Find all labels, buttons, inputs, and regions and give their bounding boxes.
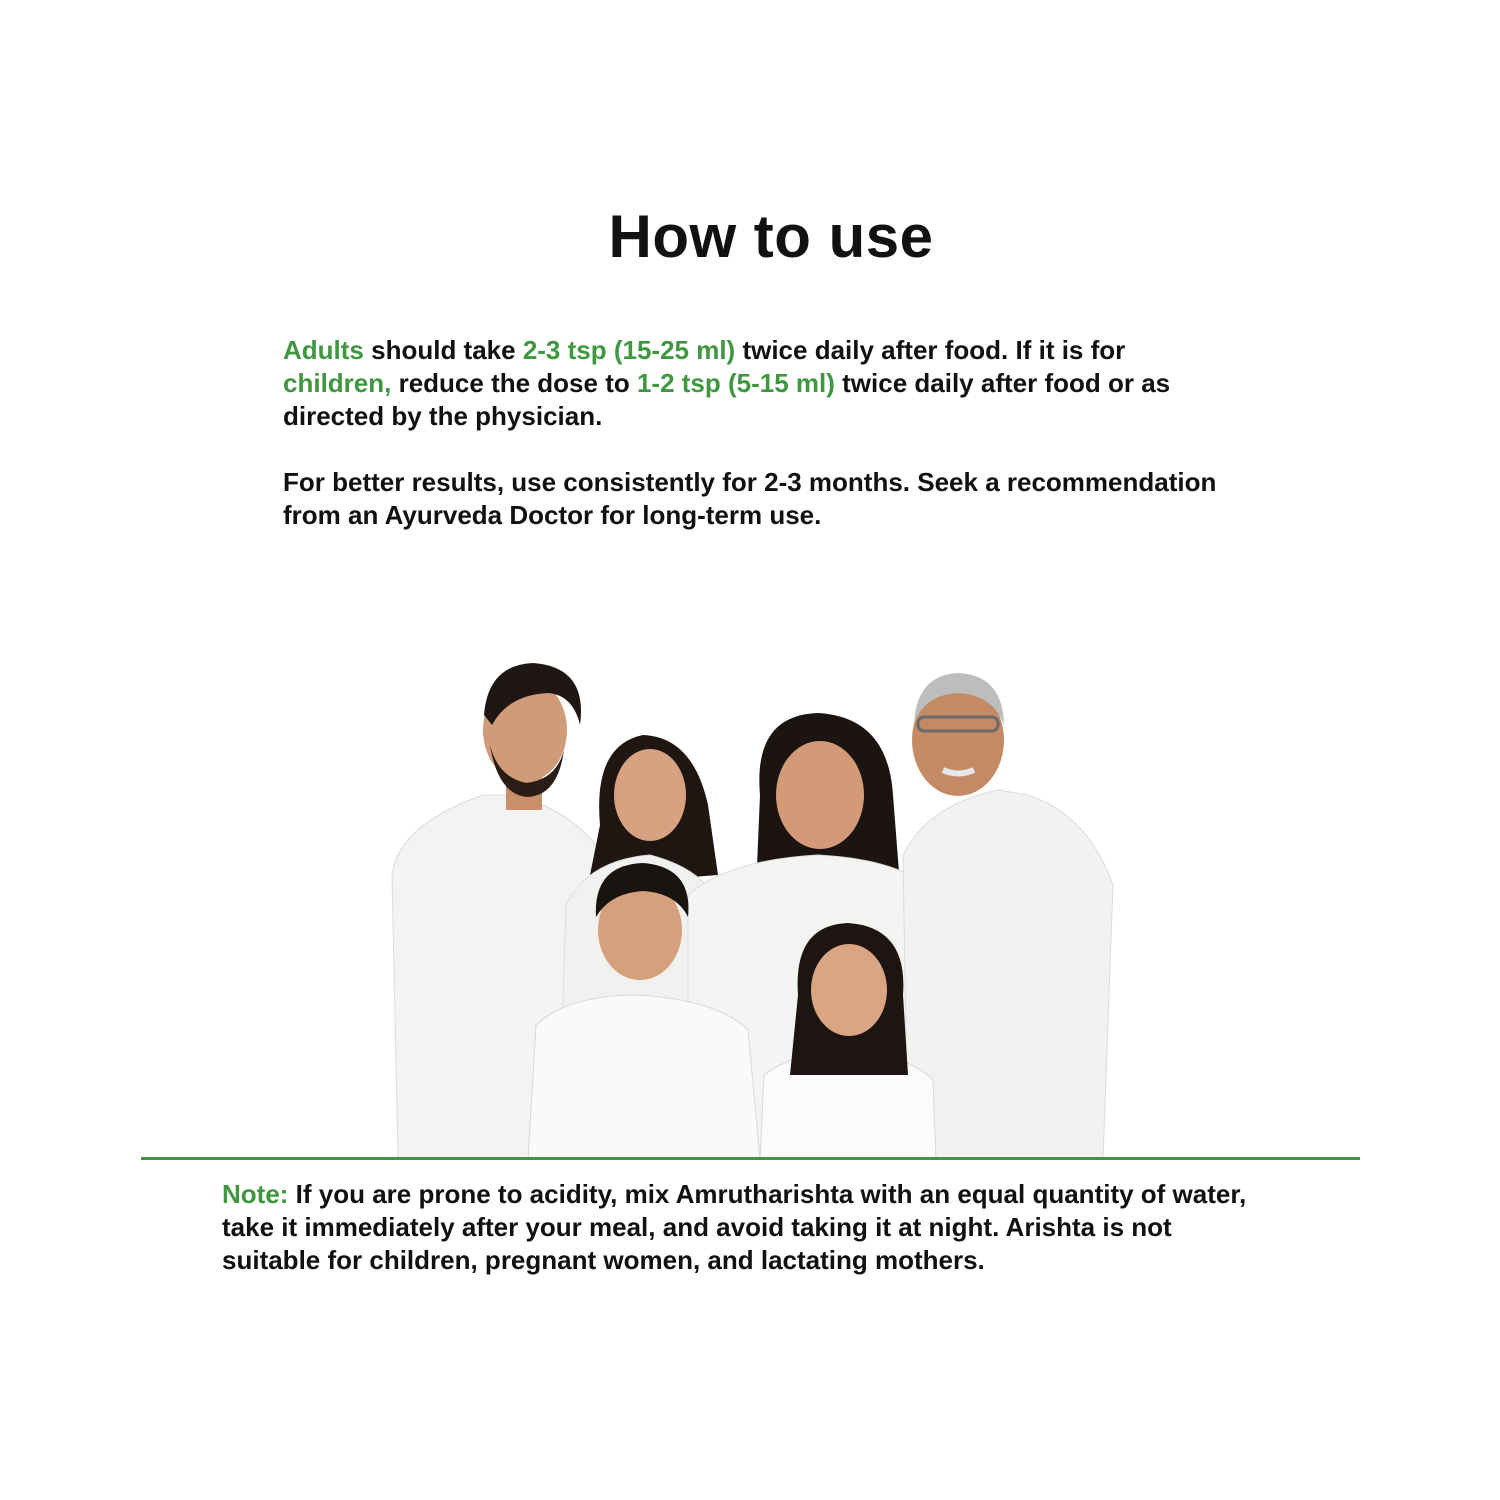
person-older-man — [903, 673, 1113, 1159]
dosage-text: twice daily after food or as directed by the physician. — [283, 368, 1171, 431]
dosage-children: children, — [283, 368, 392, 398]
divider-line — [141, 1157, 1360, 1160]
note-paragraph — [222, 1178, 1252, 1277]
family-photo — [388, 655, 1118, 1159]
dosage-adult-amount: 2-3 tsp (15-25 ml) — [522, 335, 736, 365]
page-title: How to use — [608, 203, 934, 270]
dosage-paragraph — [283, 334, 1243, 433]
dosage-text: twice daily after food. If it is for — [735, 335, 1126, 365]
dosage-text: should take — [363, 335, 523, 365]
note-text: If you are prone to acidity, mix Amrutharishta with an equal quantity of water, take it immediately after your meal, and avoid taking it at night. Arishta is not suitable for children, pregnant women, and lactating mothers. — [222, 1179, 1247, 1275]
results-paragraph: For better results, use consistently for 2-3 months. Seek a recommendation from an Ayurveda Doctor for long-term use. — [283, 467, 1217, 530]
dosage-text: reduce the dose to — [391, 368, 637, 398]
note-label: Note: — [222, 1179, 289, 1209]
dosage-adults: Adults — [283, 335, 364, 365]
dosage-child-amount: 1-2 tsp (5-15 ml) — [636, 368, 835, 398]
